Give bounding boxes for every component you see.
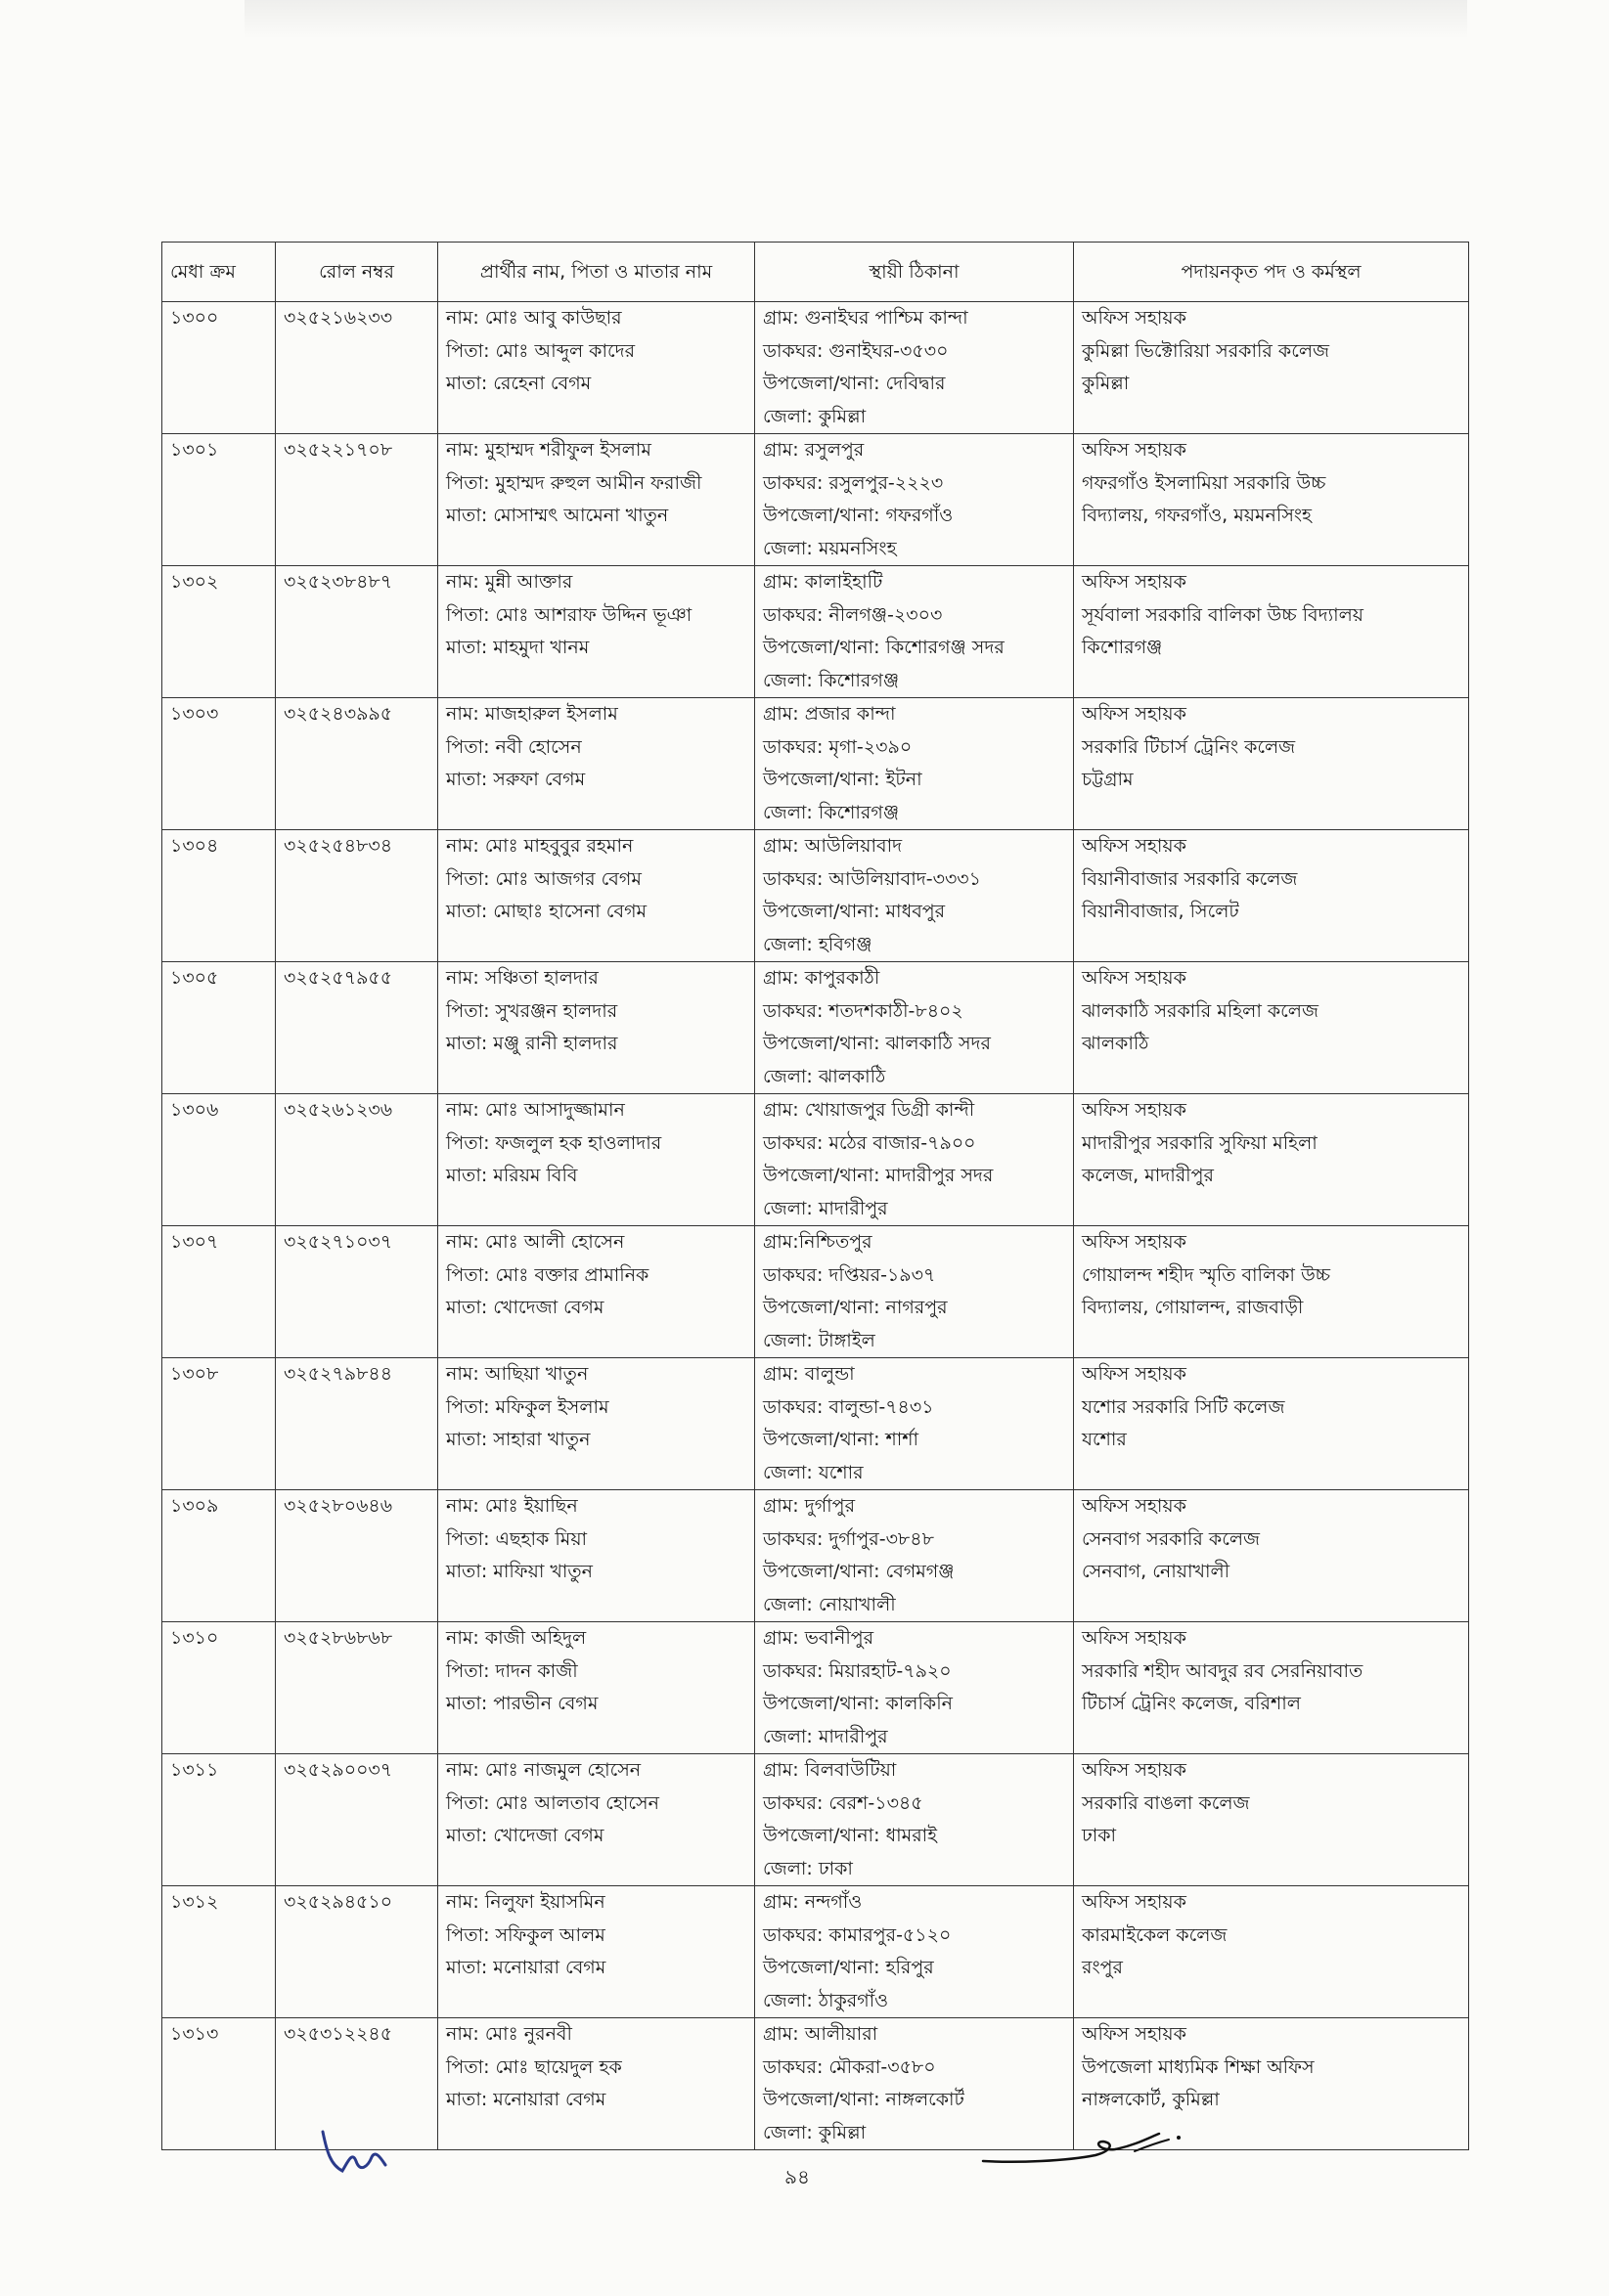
merit-cell: ১৩০৮ xyxy=(162,1358,276,1490)
roll-cell: ৩২৫২৮৬৮৬৮ xyxy=(276,1622,438,1754)
address-line: উপজেলা/থানা: নাগরপুর xyxy=(763,1297,948,1318)
posting-line: উপজেলা মাধ্যমিক শিক্ষা অফিস xyxy=(1082,2055,1315,2078)
posting-line: যশোর xyxy=(1082,1429,1127,1450)
roll-cell: ৩২৫২৬১২৩৬ xyxy=(276,1094,438,1226)
address-line: জেলা: মাদারীপুর xyxy=(763,1197,888,1219)
posting-line: অফিস সহায়ক xyxy=(1082,835,1186,857)
name-line: মাতা: সরুফা বেগম xyxy=(446,769,586,790)
address-line: ডাকঘর: কামারপুর-৫১২০ xyxy=(763,1923,952,1946)
posting-line: অফিস সহায়ক xyxy=(1082,1627,1186,1649)
posting-line: অফিস সহায়ক xyxy=(1082,1495,1186,1517)
posting-line: ঝালকাঠি xyxy=(1082,1033,1149,1054)
merit-cell: ১৩০৯ xyxy=(162,1490,276,1622)
address-line: গ্রাম: নন্দগাঁও xyxy=(763,1891,863,1913)
address-line: ডাকঘর: আউলিয়াবাদ-৩৩৩১ xyxy=(763,867,981,890)
name-line: মাতা: মোছাঃ হাসেনা বেগম xyxy=(446,901,648,922)
table-row xyxy=(162,434,1469,566)
address-cell xyxy=(755,1490,1074,1622)
address-cell xyxy=(755,1226,1074,1358)
roll-cell: ৩২৫২৮০৬৪৬ xyxy=(276,1490,438,1622)
merit-cell: ১৩০৪ xyxy=(162,830,276,962)
posting-cell xyxy=(1074,566,1469,698)
address-line: গ্রাম: প্রজার কান্দা xyxy=(763,703,896,725)
table-row xyxy=(162,1226,1469,1358)
table-row xyxy=(162,962,1469,1094)
posting-line: গোয়ালন্দ শহীদ স্মৃতি বালিকা উচ্চ xyxy=(1082,1263,1331,1286)
address-line: গ্রাম: দুর্গাপুর xyxy=(763,1495,856,1517)
table-row xyxy=(162,302,1469,434)
posting-cell xyxy=(1074,1358,1469,1490)
name-line: নাম: নিলুফা ইয়াসমিন xyxy=(446,1891,605,1913)
address-line: গ্রাম: ভবানীপুর xyxy=(763,1627,874,1649)
table-row xyxy=(162,1358,1469,1490)
name-line: মাতা: মনোয়ারা বেগম xyxy=(446,2089,606,2110)
merit-cell: ১৩০৫ xyxy=(162,962,276,1094)
address-line: ডাকঘর: গুনাইঘর-৩৫৩০ xyxy=(763,339,949,362)
name-cell xyxy=(438,698,755,830)
merit-cell: ১৩০৩ xyxy=(162,698,276,830)
name-cell xyxy=(438,1358,755,1490)
name-cell xyxy=(438,830,755,962)
posting-cell xyxy=(1074,434,1469,566)
posting-line: কুমিল্লা xyxy=(1082,373,1130,394)
address-line: গ্রাম: গুনাইঘর পাশ্চিম কান্দা xyxy=(763,307,968,329)
posting-cell xyxy=(1074,1094,1469,1226)
address-line: গ্রাম: কাপুরকাঠী xyxy=(763,967,880,989)
name-line: মাতা: খোদেজা বেগম xyxy=(446,1297,604,1318)
table-row xyxy=(162,830,1469,962)
posting-line: নাঙ্গলকোর্ট, কুমিল্লা xyxy=(1082,2089,1220,2110)
roll-cell: ৩২৫২৩৮৪৮৭ xyxy=(276,566,438,698)
roll-cell: ৩২৫২২১৭০৮ xyxy=(276,434,438,566)
address-cell xyxy=(755,1358,1074,1490)
merit-cell: ১৩০৬ xyxy=(162,1094,276,1226)
name-line: নাম: সঞ্চিতা হালদার xyxy=(446,967,599,989)
name-line: পিতা: মোঃ আশরাফ উদ্দিন ভূঞা xyxy=(446,603,693,626)
name-line: মাতা: মঞ্জু রানী হালদার xyxy=(446,1033,618,1054)
name-line: মাতা: সাহারা খাতুন xyxy=(446,1429,591,1450)
merit-cell: ১৩০২ xyxy=(162,566,276,698)
table-row xyxy=(162,1094,1469,1226)
address-line: গ্রাম: বালুন্ডা xyxy=(763,1363,855,1385)
table-header-row xyxy=(162,243,1469,302)
posting-line: বিদ্যালয়, গফরগাঁও, ময়মনসিংহ xyxy=(1082,505,1313,526)
name-line: পিতা: মোঃ বক্তার প্রামানিক xyxy=(446,1263,649,1286)
address-line: জেলা: ময়মনসিংহ xyxy=(763,537,897,559)
posting-line: সেনবাগ সরকারি কলেজ xyxy=(1082,1527,1260,1550)
address-line: জেলা: কুমিল্লা xyxy=(763,405,867,427)
address-line: উপজেলা/থানা: কালকিনি xyxy=(763,1693,953,1714)
address-line: জেলা: ঠাকুরগাঁও xyxy=(763,1989,889,2011)
merit-cell: ১৩১০ xyxy=(162,1622,276,1754)
posting-line: অফিস সহায়ক xyxy=(1082,1099,1186,1121)
name-line: নাম: মোঃ নাজমুল হোসেন xyxy=(446,1759,642,1781)
posting-line: যশোর সরকারি সিটি কলেজ xyxy=(1082,1395,1285,1418)
posting-line: অফিস সহায়ক xyxy=(1082,1363,1186,1385)
address-cell xyxy=(755,1622,1074,1754)
name-line: নাম: আছিয়া খাতুন xyxy=(446,1363,589,1385)
address-line: গ্রাম: আউলিয়াবাদ xyxy=(763,835,903,857)
merit-cell: ১৩০১ xyxy=(162,434,276,566)
posting-cell xyxy=(1074,698,1469,830)
name-line: নাম: মোঃ মাহবুবুর রহমান xyxy=(446,835,634,857)
address-line: উপজেলা/থানা: গফরগাঁও xyxy=(763,505,954,526)
address-line: উপজেলা/থানা: বেগমগঞ্জ xyxy=(763,1561,955,1582)
merit-cell: ১৩০০ xyxy=(162,302,276,434)
name-line: পিতা: মোঃ আলতাব হোসেন xyxy=(446,1791,659,1814)
address-line: ডাকঘর: বেরশ-১৩৪৫ xyxy=(763,1791,923,1814)
table-row xyxy=(162,1754,1469,1886)
merit-cell: ১৩১৩ xyxy=(162,2018,276,2150)
name-line: পিতা: মোঃ ছায়েদুল হক xyxy=(446,2055,622,2078)
address-line: ডাকঘর: বালুন্ডা-৭৪৩১ xyxy=(763,1395,934,1418)
posting-line: অফিস সহায়ক xyxy=(1082,703,1186,725)
name-cell xyxy=(438,566,755,698)
name-line: নাম: কাজী অহিদুল xyxy=(446,1627,587,1649)
posting-cell xyxy=(1074,1754,1469,1886)
posting-line: কুমিল্লা ভিক্টোরিয়া সরকারি কলেজ xyxy=(1082,339,1329,362)
address-line: ডাকঘর: নীলগঞ্জ-২৩০৩ xyxy=(763,603,943,626)
table-row xyxy=(162,1490,1469,1622)
address-line: ডাকঘর: মৌকরা-৩৫৮০ xyxy=(763,2055,936,2078)
posting-cell xyxy=(1074,830,1469,962)
posting-line: সরকারি টিচার্স ট্রেনিং কলেজ xyxy=(1082,735,1296,758)
address-line: জেলা: কিশোরগঞ্জ xyxy=(763,669,900,691)
roll-cell: ৩২৫২৭৯৮৪৪ xyxy=(276,1358,438,1490)
name-line: পিতা: মোঃ আব্দুল কাদের xyxy=(446,339,636,362)
table-row xyxy=(162,698,1469,830)
page-number: ৯৪ xyxy=(784,2165,810,2188)
address-line: ডাকঘর: মৃগা-২৩৯০ xyxy=(763,735,913,758)
address-line: ডাকঘর: রসুলপুর-২২২৩ xyxy=(763,471,944,494)
posting-line: চট্টগ্রাম xyxy=(1082,769,1134,790)
name-line: মাতা: খোদেজা বেগম xyxy=(446,1825,604,1846)
roll-cell: ৩২৫২১৬২৩৩ xyxy=(276,302,438,434)
name-line: পিতা: মোঃ আজগর বেগম xyxy=(446,867,642,890)
address-line: উপজেলা/থানা: ধামরাই xyxy=(763,1825,938,1846)
address-line: জেলা: মাদারীপুর xyxy=(763,1725,888,1747)
posting-line: কিশোরগঞ্জ xyxy=(1082,637,1163,658)
name-line: পিতা: মুহাম্মদ রুহুল আমীন ফরাজী xyxy=(446,471,702,494)
roll-cell: ৩২৫২৯৪৫১০ xyxy=(276,1886,438,2018)
posting-line: অফিস সহায়ক xyxy=(1082,1231,1186,1253)
roll-cell: ৩২৫২৫৪৮৩৪ xyxy=(276,830,438,962)
posting-line: সেনবাগ, নোয়াখালী xyxy=(1082,1561,1230,1582)
address-line: জেলা: হবিগঞ্জ xyxy=(763,933,872,955)
address-cell xyxy=(755,566,1074,698)
name-line: নাম: মোঃ নুরনবী xyxy=(446,2023,572,2045)
name-line: মাতা: মাফিয়া খাতুন xyxy=(446,1561,593,1582)
name-line: মাতা: পারভীন বেগম xyxy=(446,1693,599,1714)
address-line: গ্রাম: কালাইহাটি xyxy=(763,571,883,593)
posting-line: বিদ্যালয়, গোয়ালন্দ, রাজবাড়ী xyxy=(1082,1297,1304,1318)
roll-cell: ৩২৫২৪৩৯৯৫ xyxy=(276,698,438,830)
posting-line: মাদারীপুর সরকারি সুফিয়া মহিলা xyxy=(1082,1131,1318,1154)
posting-cell xyxy=(1074,1490,1469,1622)
address-line: উপজেলা/থানা: ইটনা xyxy=(763,769,922,790)
address-line: ডাকঘর: শতদশকাঠী-৮৪০২ xyxy=(763,999,963,1022)
header-address: স্থায়ী ঠিকানা xyxy=(755,243,1074,302)
name-line: পিতা: এছহাক মিয়া xyxy=(446,1527,588,1550)
posting-line: সরকারি শহীদ আবদুর রব সেরনিয়াবাত xyxy=(1082,1659,1363,1682)
address-cell xyxy=(755,1754,1074,1886)
name-line: পিতা: দাদন কাজী xyxy=(446,1659,578,1682)
address-cell xyxy=(755,830,1074,962)
merit-cell: ১৩১১ xyxy=(162,1754,276,1886)
name-line: পিতা: মফিকুল ইসলাম xyxy=(446,1395,609,1418)
address-line: উপজেলা/থানা: মাধবপুর xyxy=(763,901,946,922)
posting-line: সরকারি বাঙলা কলেজ xyxy=(1082,1791,1250,1814)
address-line: ডাকঘর: দপ্তিয়র-১৯৩৭ xyxy=(763,1263,936,1286)
name-line: পিতা: ফজলুল হক হাওলাদার xyxy=(446,1131,662,1154)
address-line: জেলা: ঝালকাঠি xyxy=(763,1065,886,1087)
posting-line: গফরগাঁও ইসলামিয়া সরকারি উচ্চ xyxy=(1082,471,1326,494)
name-cell xyxy=(438,1490,755,1622)
posting-cell xyxy=(1074,1622,1469,1754)
posting-line: অফিস সহায়ক xyxy=(1082,571,1186,593)
address-line: উপজেলা/থানা: ঝালকাঠি সদর xyxy=(763,1033,991,1054)
name-cell xyxy=(438,302,755,434)
header-roll: রোল নম্বর xyxy=(276,243,438,302)
roll-cell: ৩২৫২৫৭৯৫৫ xyxy=(276,962,438,1094)
header-merit: মেধা ক্রম xyxy=(162,243,276,302)
posting-line: রংপুর xyxy=(1082,1957,1123,1978)
name-line: মাতা: মনোয়ারা বেগম xyxy=(446,1957,606,1978)
address-cell xyxy=(755,434,1074,566)
address-line: গ্রাম: বিলবাউটিয়া xyxy=(763,1759,897,1781)
address-line: গ্রাম:নিশ্চিতপুর xyxy=(763,1231,872,1253)
header-name: প্রার্থীর নাম, পিতা ও মাতার নাম xyxy=(438,243,755,302)
address-line: গ্রাম: খোয়াজপুর ডিগ্রী কান্দী xyxy=(763,1099,975,1121)
name-cell xyxy=(438,2018,755,2150)
name-line: মাতা: মাহমুদা খানম xyxy=(446,637,590,658)
posting-cell xyxy=(1074,962,1469,1094)
posting-line: অফিস সহায়ক xyxy=(1082,2023,1186,2045)
posting-line: বিয়ানীবাজার, সিলেট xyxy=(1082,901,1239,922)
posting-line: অফিস সহায়ক xyxy=(1082,439,1186,461)
name-cell xyxy=(438,1226,755,1358)
name-cell xyxy=(438,1754,755,1886)
address-line: জেলা: ঢাকা xyxy=(763,1857,853,1879)
address-cell xyxy=(755,698,1074,830)
posting-cell xyxy=(1074,302,1469,434)
address-cell xyxy=(755,962,1074,1094)
roll-cell: ৩২৫৩১২২৪৫ xyxy=(276,2018,438,2150)
posting-line: ঢাকা xyxy=(1082,1825,1117,1846)
name-line: নাম: মোঃ আবু কাউছার xyxy=(446,307,622,329)
merit-cell: ১৩১২ xyxy=(162,1886,276,2018)
posting-cell xyxy=(1074,1226,1469,1358)
address-line: উপজেলা/থানা: কিশোরগঞ্জ সদর xyxy=(763,637,1005,658)
name-line: নাম: মোঃ ইয়াছিন xyxy=(446,1495,578,1517)
address-line: জেলা: টাঙ্গাইল xyxy=(763,1329,875,1351)
signature-right xyxy=(978,2122,1203,2171)
address-line: উপজেলা/থানা: শার্শা xyxy=(763,1429,919,1450)
address-line: জেলা: কিশোরগঞ্জ xyxy=(763,801,900,823)
address-cell xyxy=(755,1094,1074,1226)
address-line: উপজেলা/থানা: নাঙ্গলকোর্ট xyxy=(763,2089,964,2110)
name-cell xyxy=(438,1094,755,1226)
address-line: গ্রাম: আলীয়ারা xyxy=(763,2023,878,2045)
merit-cell: ১৩০৭ xyxy=(162,1226,276,1358)
roll-cell: ৩২৫২৯০০৩৭ xyxy=(276,1754,438,1886)
faded-header-strip xyxy=(245,0,1467,39)
address-line: জেলা: নোয়াখালী xyxy=(763,1593,896,1615)
name-line: নাম: মোঃ আলী হোসেন xyxy=(446,1231,625,1253)
roll-cell: ৩২৫২৭১০৩৭ xyxy=(276,1226,438,1358)
name-line: পিতা: নবী হোসেন xyxy=(446,735,582,758)
posting-line: সূর্যবালা সরকারি বালিকা উচ্চ বিদ্যালয় xyxy=(1082,603,1363,626)
posting-line: অফিস সহায়ক xyxy=(1082,1891,1186,1913)
address-line: উপজেলা/থানা: দেবিদ্বার xyxy=(763,373,946,394)
name-line: পিতা: সুখরঞ্জন হালদার xyxy=(446,999,618,1022)
name-line: নাম: মুন্নী আক্তার xyxy=(446,571,573,593)
name-line: মাতা: রেহেনা বেগম xyxy=(446,373,592,394)
name-cell xyxy=(438,1622,755,1754)
name-line: মাতা: মরিয়ম বিবি xyxy=(446,1165,578,1186)
address-line: ডাকঘর: মিয়ারহাট-৭৯২০ xyxy=(763,1659,952,1682)
address-line: জেলা: কুমিল্লা xyxy=(763,2121,867,2143)
address-line: উপজেলা/থানা: মাদারীপুর সদর xyxy=(763,1165,994,1186)
name-line: মাতা: মোসাম্মৎ আমেনা খাতুন xyxy=(446,505,669,526)
posting-line: কলেজ, মাদারীপুর xyxy=(1082,1165,1214,1186)
address-line: জেলা: যশোর xyxy=(763,1461,864,1483)
posting-line: টিচার্স ট্রেনিং কলেজ, বরিশাল xyxy=(1082,1693,1301,1714)
table-row xyxy=(162,1622,1469,1754)
posting-line: অফিস সহায়ক xyxy=(1082,1759,1186,1781)
posting-line: অফিস সহায়ক xyxy=(1082,967,1186,989)
table-row xyxy=(162,566,1469,698)
posting-cell xyxy=(1074,1886,1469,2018)
address-line: ডাকঘর: দুর্গাপুর-৩৮৪৮ xyxy=(763,1527,934,1550)
posting-line: কারমাইকেল কলেজ xyxy=(1082,1923,1228,1946)
address-line: ডাকঘর: মঠের বাজার-৭৯০০ xyxy=(763,1131,976,1154)
address-cell xyxy=(755,1886,1074,2018)
address-cell xyxy=(755,302,1074,434)
name-line: পিতা: সফিকুল আলম xyxy=(446,1923,605,1946)
name-cell xyxy=(438,962,755,1094)
name-line: নাম: মাজহারুল ইসলাম xyxy=(446,703,618,725)
posting-line: অফিস সহায়ক xyxy=(1082,307,1186,329)
name-line: নাম: মুহাম্মদ শরীফুল ইসলাম xyxy=(446,439,651,461)
posting-line: ঝালকাঠি সরকারি মহিলা কলেজ xyxy=(1082,999,1318,1022)
header-posting: পদায়নকৃত পদ ও কর্মস্থল xyxy=(1074,243,1469,302)
name-cell xyxy=(438,434,755,566)
address-line: উপজেলা/থানা: হরিপুর xyxy=(763,1957,934,1978)
address-line: গ্রাম: রসুলপুর xyxy=(763,439,865,461)
results-table xyxy=(161,242,1469,2150)
table-row xyxy=(162,1886,1469,2018)
signature-left xyxy=(313,2122,401,2181)
name-line: নাম: মোঃ আসাদুজ্জামান xyxy=(446,1099,625,1121)
posting-line: বিয়ানীবাজার সরকারি কলেজ xyxy=(1082,867,1298,890)
name-cell xyxy=(438,1886,755,2018)
